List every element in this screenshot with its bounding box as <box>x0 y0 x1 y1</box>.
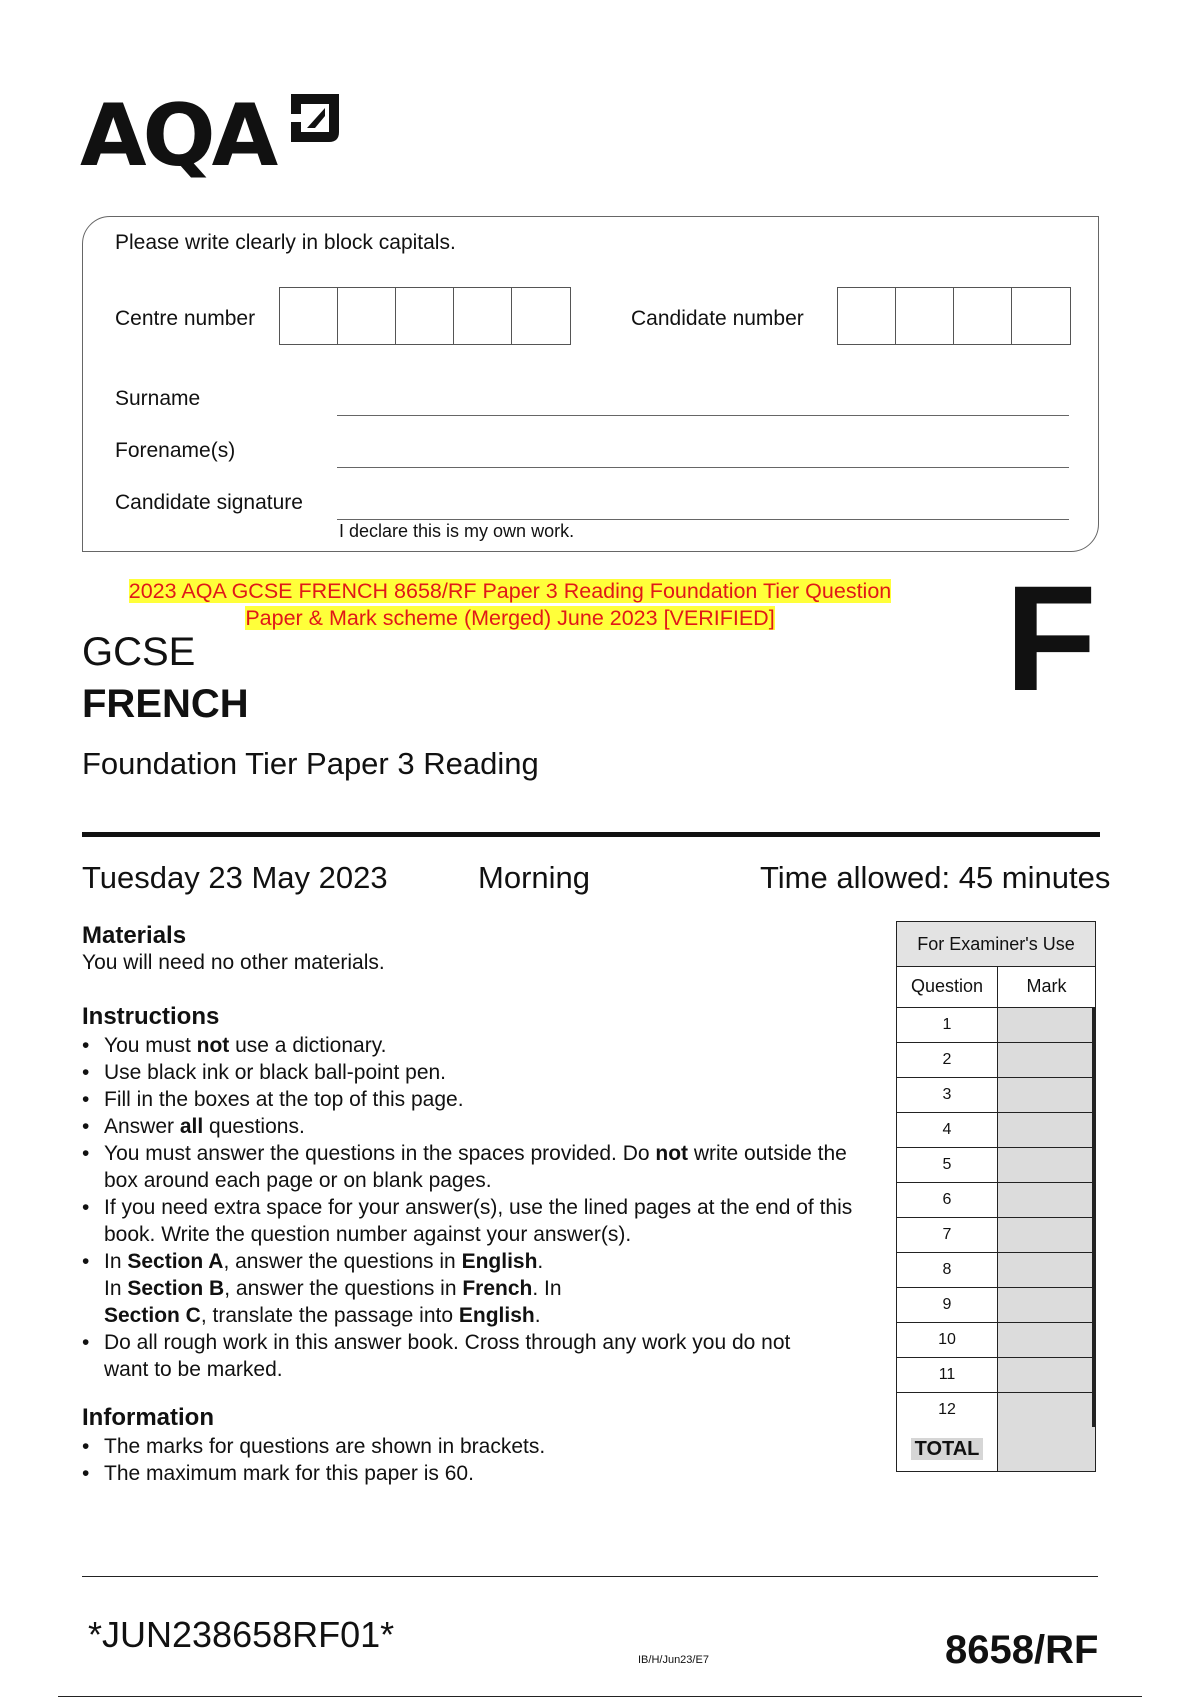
surname-label: Surname <box>115 387 201 410</box>
footer-divider <box>82 1576 1098 1577</box>
candidate-number-label: Candidate number <box>631 307 804 330</box>
question-number: 5 <box>897 1148 998 1182</box>
candidate-number-digit[interactable] <box>838 288 896 344</box>
mark-cell[interactable] <box>998 1323 1095 1357</box>
question-number: 11 <box>897 1358 998 1392</box>
instruction-item: • Use black ink or black ball-point pen. <box>82 1059 872 1086</box>
examiner-table-title: For Examiner's Use <box>897 922 1095 967</box>
subject-title: FRENCH <box>82 682 249 726</box>
information-item: • The marks for questions are shown in brackets. <box>82 1433 545 1460</box>
candidate-number-digit[interactable] <box>1012 288 1070 344</box>
examiner-use-table <box>896 921 1096 1472</box>
mark-cell[interactable] <box>998 1043 1095 1077</box>
paper-title: Foundation Tier Paper 3 Reading <box>82 746 539 781</box>
question-number: 10 <box>897 1323 998 1357</box>
table-row <box>897 1148 1095 1183</box>
declaration-text: I declare this is my own work. <box>339 521 575 541</box>
instruction-item: • You must answer the questions in the spaces provided. Do not write outside the box around each page or on blank pages. <box>82 1140 872 1194</box>
total-label: TOTAL <box>897 1427 998 1471</box>
table-row <box>897 1323 1095 1358</box>
materials-section <box>82 922 385 976</box>
highlight-line-1: 2023 AQA GCSE FRENCH 8658/RF Paper 3 Reading Foundation Tier Question <box>128 579 892 603</box>
table-header-row <box>897 967 1095 1008</box>
instructions-section <box>82 1003 872 1383</box>
instruction-item: • Do all rough work in this answer book. Cross through any work you do not want to be marked. <box>82 1329 824 1383</box>
question-number: 8 <box>897 1253 998 1287</box>
table-row <box>897 1043 1095 1078</box>
paper-code: 8658/RF <box>945 1628 1099 1672</box>
total-mark-cell[interactable] <box>998 1427 1095 1471</box>
exam-date: Tuesday 23 May 2023 <box>82 860 388 895</box>
centre-number-digit[interactable] <box>454 288 512 344</box>
table-row <box>897 1078 1095 1113</box>
table-row <box>897 1358 1095 1393</box>
candidate-details-box <box>82 216 1099 552</box>
table-row <box>897 1218 1095 1253</box>
information-section <box>82 1404 545 1487</box>
logo-text: AQA <box>80 86 275 186</box>
exam-session: Morning <box>478 860 590 895</box>
mark-cell[interactable] <box>998 1148 1095 1182</box>
question-number: 12 <box>897 1393 998 1427</box>
table-row <box>897 1183 1095 1218</box>
question-number: 2 <box>897 1043 998 1077</box>
question-number: 7 <box>897 1218 998 1252</box>
tier-letter: F <box>1005 554 1097 722</box>
information-item: • The maximum mark for this paper is 60. <box>82 1460 545 1487</box>
candidate-number-boxes[interactable] <box>837 287 1071 345</box>
question-number: 1 <box>897 1008 998 1042</box>
table-row <box>897 1288 1095 1323</box>
mark-cell[interactable] <box>998 1253 1095 1287</box>
divider <box>82 832 1100 837</box>
instruction-item: • Fill in the boxes at the top of this page. <box>82 1086 872 1113</box>
mark-cell[interactable] <box>998 1113 1095 1147</box>
instruction-item: • In Section A, answer the questions in English. In Section B, answer the questions in French. In Section C, translate the passage into English. <box>82 1248 872 1329</box>
forenames-field[interactable] <box>337 467 1069 468</box>
signature-label: Candidate signature <box>115 491 303 514</box>
table-row <box>897 1393 1095 1427</box>
centre-number-digit[interactable] <box>338 288 396 344</box>
table-row <box>897 1253 1095 1288</box>
mark-cell[interactable] <box>998 1393 1095 1427</box>
bottom-divider <box>58 1696 1142 1697</box>
instruction-item: • You must not use a dictionary. <box>82 1032 872 1059</box>
mark-cell[interactable] <box>998 1358 1095 1392</box>
centre-number-digit[interactable] <box>396 288 454 344</box>
total-row <box>897 1427 1095 1471</box>
centre-number-boxes[interactable] <box>279 287 571 345</box>
candidate-number-digit[interactable] <box>896 288 954 344</box>
information-heading: Information <box>82 1404 214 1431</box>
barcode-text: *JUN238658RF01* <box>88 1614 395 1655</box>
surname-field[interactable] <box>337 415 1069 416</box>
centre-number-digit[interactable] <box>512 288 570 344</box>
table-row <box>897 1008 1095 1043</box>
mark-cell[interactable] <box>998 1008 1095 1042</box>
centre-number-label: Centre number <box>115 307 256 330</box>
question-number: 4 <box>897 1113 998 1147</box>
mark-cell[interactable] <box>998 1288 1095 1322</box>
question-column-header: Question <box>897 967 998 1007</box>
question-number: 3 <box>897 1078 998 1112</box>
aqa-logo-mark-icon <box>285 88 345 148</box>
instruction-item: • If you need extra space for your answer(s), use the lined pages at the end of this book. Write the question number against your answer(s). <box>82 1194 872 1248</box>
highlight-line-2: Paper & Mark scheme (Merged) June 2023 [VERIFIED] <box>245 606 775 630</box>
qualification-title: GCSE <box>82 630 196 674</box>
candidate-number-digit[interactable] <box>954 288 1012 344</box>
question-number: 6 <box>897 1183 998 1217</box>
time-allowed: Time allowed: 45 minutes <box>760 860 1111 895</box>
materials-text: You will need no other materials. <box>82 951 385 974</box>
reference-code: IB/H/Jun23/E7 <box>638 1654 709 1666</box>
signature-field[interactable] <box>337 519 1069 520</box>
centre-number-digit[interactable] <box>280 288 338 344</box>
forenames-label: Forename(s) <box>115 439 236 462</box>
block-capitals-instruction: Please write clearly in block capitals. <box>115 231 456 254</box>
materials-heading: Materials <box>82 922 187 949</box>
mark-column-header: Mark <box>998 967 1095 1007</box>
question-number: 9 <box>897 1288 998 1322</box>
instruction-item: • Answer all questions. <box>82 1113 872 1140</box>
mark-cell[interactable] <box>998 1078 1095 1112</box>
mark-cell[interactable] <box>998 1218 1095 1252</box>
aqa-logo <box>80 88 350 184</box>
highlighted-title <box>110 578 910 632</box>
mark-cell[interactable] <box>998 1183 1095 1217</box>
instructions-heading: Instructions <box>82 1003 220 1030</box>
table-row <box>897 1113 1095 1148</box>
